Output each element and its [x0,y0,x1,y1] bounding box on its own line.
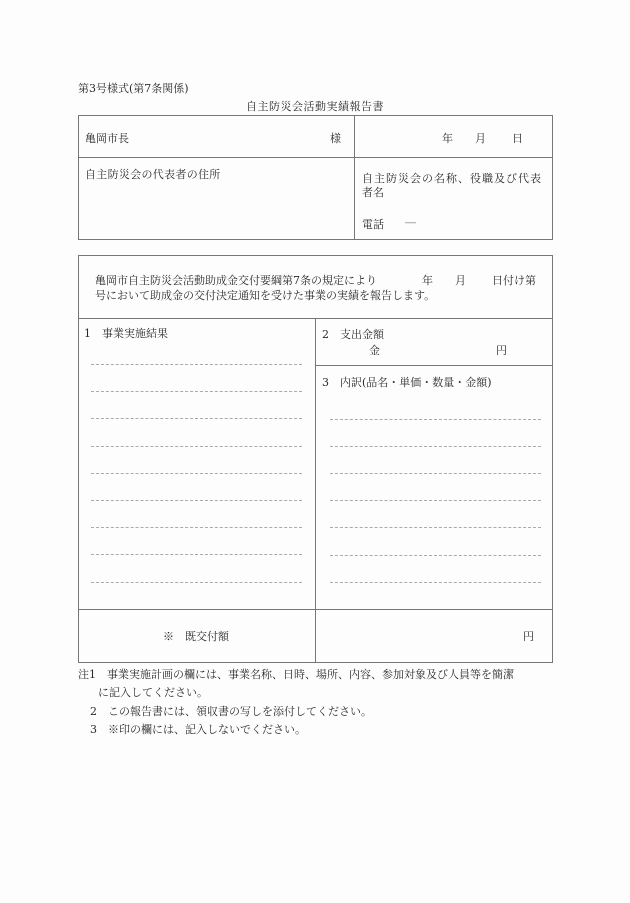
note-2: 2 この報告書には、領収書の写しを添付してください。 [90,705,372,718]
report-intro-line1b: 日付け第 [492,274,536,287]
date-day-field[interactable]: 日 [512,132,523,145]
document-title: 自主防災会活動実績報告書 [246,100,384,113]
form-number: 第3号様式(第7条関係) [78,82,189,95]
already-paid-divider [78,609,553,610]
applicant-table-divider [354,115,355,240]
org-name-label: 自主防災会の名称、役職及び代表 [362,172,542,185]
note-3: 3 ※印の欄には、記入しないでください。 [90,723,306,736]
entry-line[interactable] [330,500,541,501]
entry-line[interactable] [330,555,541,556]
phone-label: 電話 [362,218,384,231]
report-intro-line2: 号において助成金の交付決定通知を受けた事業の実績を報告します。 [95,289,436,302]
entry-line[interactable] [330,527,541,528]
amount-field[interactable] [385,340,490,356]
already-paid-field[interactable] [320,615,520,655]
report-intro-year[interactable]: 年 [422,274,433,287]
report-intro-line1a: 亀岡市自主防災会活動助成金交付要綱第7条の規定により [95,274,377,287]
already-paid-unit: 円 [523,630,534,643]
amount-divider [315,365,553,366]
entry-line[interactable] [330,582,541,583]
note-1: 注1 事業実施計画の欄には、事業名称、日時、場所、内容、参加対象及び人員等を簡潔 [78,668,514,681]
entry-line[interactable] [91,418,302,419]
entry-line[interactable] [91,364,302,365]
entry-line[interactable] [330,419,541,420]
amount-unit: 円 [496,344,507,357]
date-year-field[interactable]: 年 [442,132,453,145]
entry-line[interactable] [91,582,302,583]
section2-label: 2 支出金額 [322,328,384,341]
applicant-table-row-divider [78,157,553,158]
entry-line[interactable] [91,473,302,474]
entry-line[interactable] [91,391,302,392]
entry-line[interactable] [91,446,302,447]
already-paid-label: ※ 既交付額 [163,630,229,643]
rep-address-field[interactable] [80,180,352,236]
report-intro-month[interactable]: 月 [455,274,466,287]
entry-line[interactable] [330,473,541,474]
section1-label: 1 事業実施結果 [84,327,168,340]
section3-label: 3 内訳(品名・単価・数量・金額) [322,376,492,389]
honorific: 様 [330,132,341,145]
entry-line[interactable] [91,500,302,501]
rep-address-label: 自主防災会の代表者の住所 [85,168,221,181]
date-month-field[interactable]: 月 [475,132,486,145]
entry-line[interactable] [330,446,541,447]
entry-line[interactable] [91,554,302,555]
report-column-divider [315,318,316,663]
addressee: 亀岡市長 [85,132,129,145]
amount-prefix: 金 [369,344,380,357]
entry-line[interactable] [91,527,302,528]
note-1-cont: に記入してください。 [98,686,208,699]
org-name-label-cont: 者名 [362,186,384,199]
phone-separator[interactable]: ― [405,216,416,229]
